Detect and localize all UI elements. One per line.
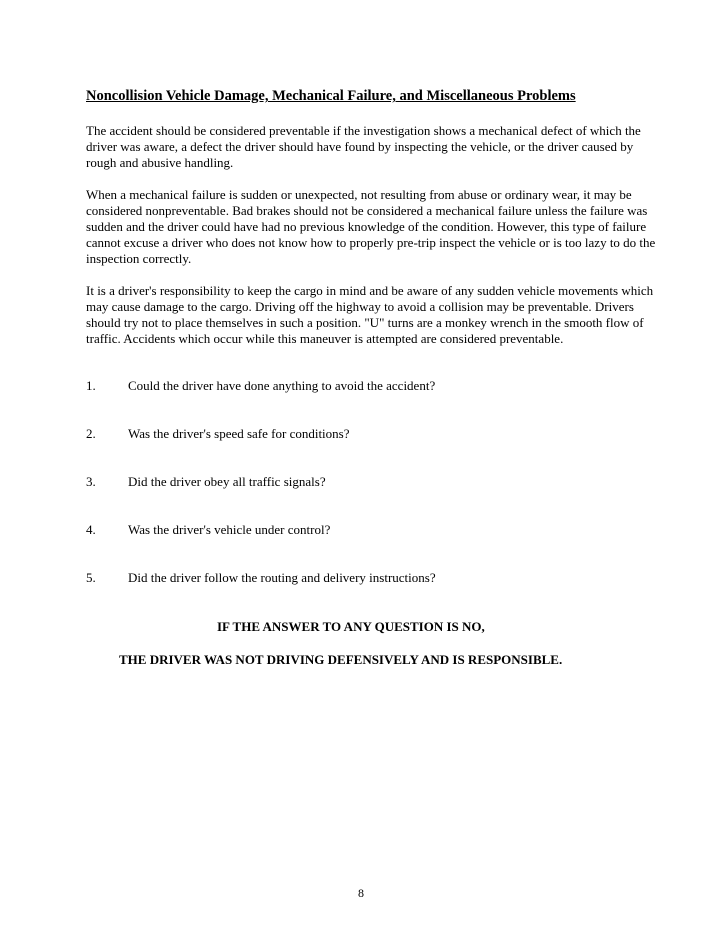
question-text: Could the driver have done anything to avoid the accident? — [128, 378, 436, 393]
section-heading: Noncollision Vehicle Damage, Mechanical Failure, and Miscellaneous Problems — [86, 88, 576, 104]
paragraph-mechanical-failure: When a mechanical failure is sudden or unexpected, not resulting from abuse or ordinary wear, it may be considered nonpreventable. Bad brakes should not be considered a mechanical failure unless the failure was sudden and the driver could have had no previous knowledge of the condition. However, this type of failure cannot excuse a driver who does not know how to properly pre-trip inspect the vehicle or is too lazy to do the inspection correctly. — [86, 187, 656, 266]
question-number: 4. — [86, 522, 96, 537]
page-number: 8 — [358, 886, 364, 900]
question-text: Was the driver's vehicle under control? — [128, 522, 331, 537]
closing-statement-line-1: IF THE ANSWER TO ANY QUESTION IS NO, — [217, 619, 485, 634]
question-text: Did the driver follow the routing and delivery instructions? — [128, 570, 436, 585]
paragraph-mechanical-defect: The accident should be considered preventable if the investigation shows a mechanical defect of which the driver was aware, a defect the driver should have found by inspecting the vehicle, or the driver caused by rough and abusive handling. — [86, 123, 641, 170]
question-text: Did the driver obey all traffic signals? — [128, 474, 326, 489]
question-number: 3. — [86, 474, 96, 489]
closing-statement-line-2: THE DRIVER WAS NOT DRIVING DEFENSIVELY AND IS RESPONSIBLE. — [119, 652, 563, 667]
question-number: 1. — [86, 378, 96, 393]
question-number: 2. — [86, 426, 96, 441]
question-text: Was the driver's speed safe for conditions? — [128, 426, 350, 441]
paragraph-cargo-responsibility: It is a driver's responsibility to keep the cargo in mind and be aware of any sudden vehicle movements which may cause damage to the cargo. Driving off the highway to avoid a collision may be preventable. Drivers should try not to place themselves in such a position. "U" turns are a monkey wrench in the smooth flow of traffic. Accidents which occur while this maneuver is attempted are considered preventable. — [86, 283, 654, 346]
question-number: 5. — [86, 570, 96, 585]
